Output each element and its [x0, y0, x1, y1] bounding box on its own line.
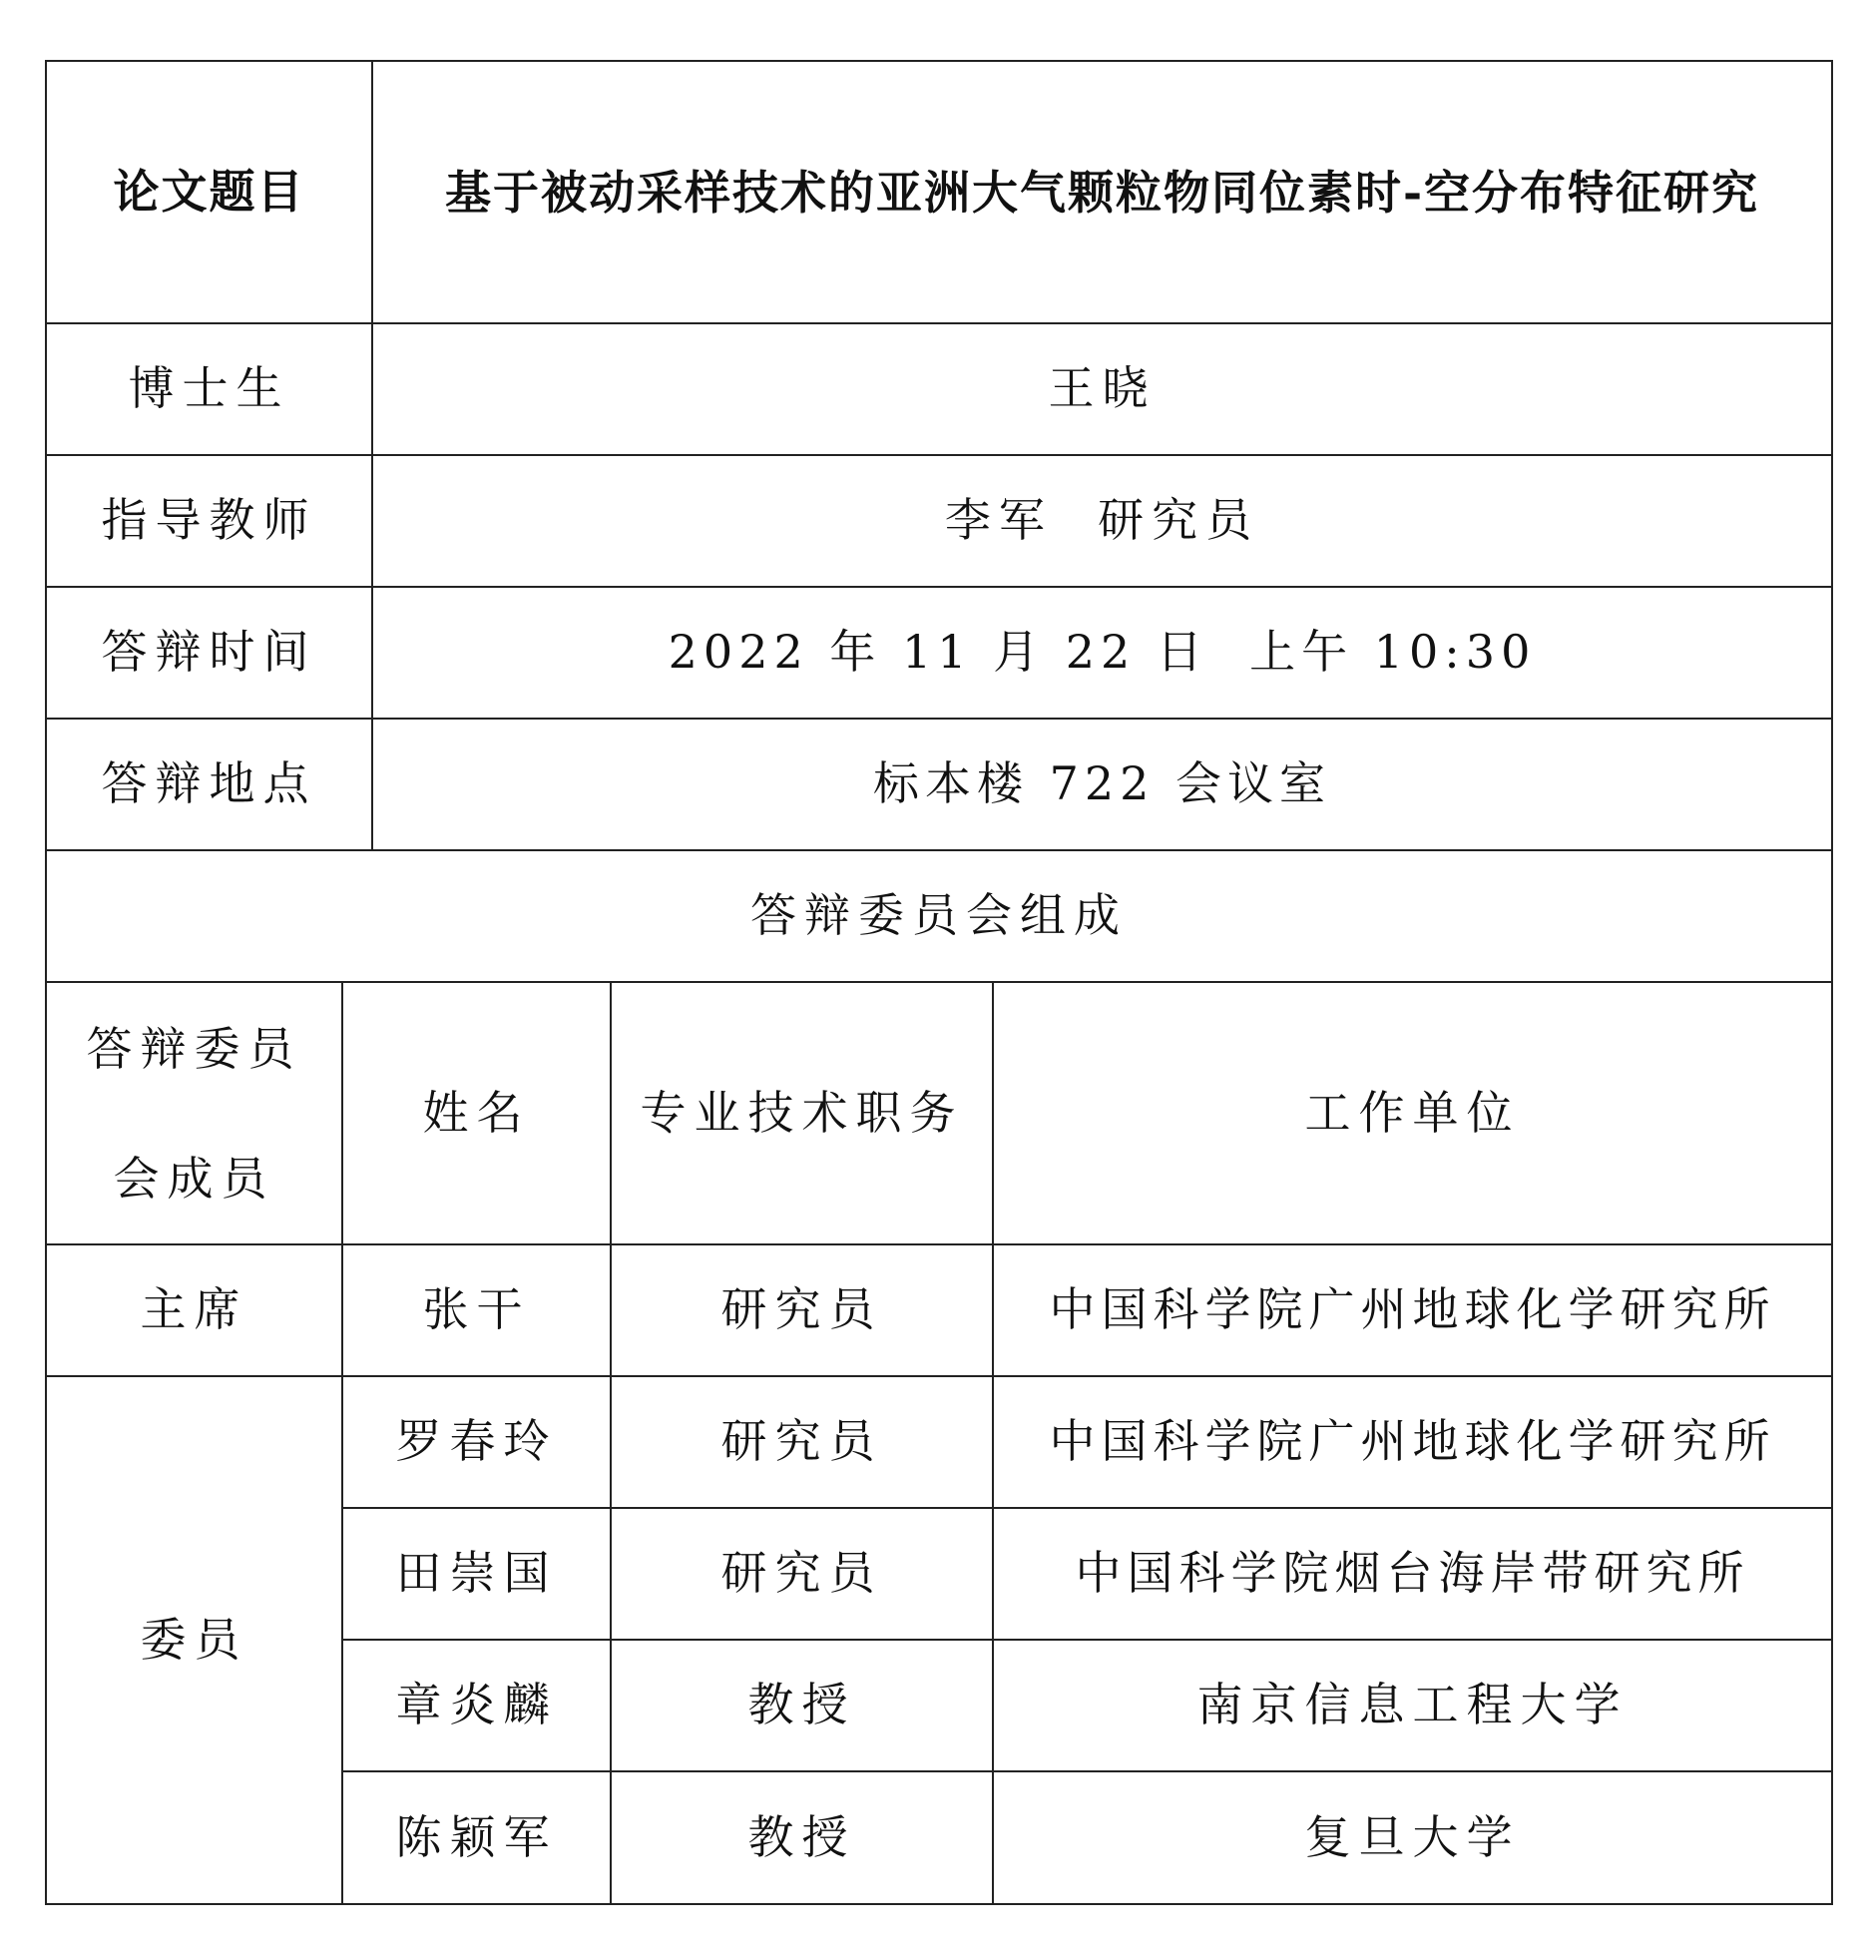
- chair-row: [46, 1244, 1832, 1376]
- role-header-line1: 答辩委员: [86, 1021, 302, 1076]
- place-row: [46, 719, 1832, 850]
- member-name: 田崇国: [342, 1508, 611, 1640]
- member-name: 罗春玲: [342, 1376, 611, 1508]
- student-label: 博士生: [46, 323, 372, 455]
- member-name: 陈颖军: [342, 1771, 611, 1904]
- place-label: 答辩地点: [46, 719, 372, 850]
- thesis-title: 基于被动采样技术的亚洲大气颗粒物同位素时-空分布特征研究: [372, 61, 1832, 323]
- defense-time: 2022 年 11 月 22 日 上午 10:30: [372, 587, 1832, 719]
- time-row: [46, 587, 1832, 719]
- chair-org: 中国科学院广州地球化学研究所: [993, 1244, 1832, 1376]
- advisor-name: 李军 研究员: [372, 455, 1832, 587]
- advisor-label: 指导教师: [46, 455, 372, 587]
- member-org: 南京信息工程大学: [993, 1640, 1832, 1771]
- defense-info-table: [45, 60, 1833, 1905]
- student-name: 王晓: [372, 323, 1832, 455]
- role-column-header: [46, 982, 342, 1244]
- defense-info-sheet: [45, 60, 1831, 1904]
- role-header-line2: 会成员: [113, 1151, 275, 1206]
- members-role: 委员: [46, 1376, 342, 1904]
- member-org: 中国科学院广州地球化学研究所: [993, 1376, 1832, 1508]
- defense-place: 标本楼 722 会议室: [372, 719, 1832, 850]
- title-column-header: 专业技术职务: [611, 982, 993, 1244]
- chair-title: 研究员: [611, 1244, 993, 1376]
- member-org: 中国科学院烟台海岸带研究所: [993, 1508, 1832, 1640]
- committee-title-row: [46, 850, 1832, 982]
- chair-role: 主席: [46, 1244, 342, 1376]
- member-row: [46, 1376, 1832, 1508]
- chair-name: 张干: [342, 1244, 611, 1376]
- committee-section-title: 答辩委员会组成: [46, 850, 1832, 982]
- org-column-header: 工作单位: [993, 982, 1832, 1244]
- member-title: 研究员: [611, 1508, 993, 1640]
- member-title: 研究员: [611, 1376, 993, 1508]
- time-label: 答辩时间: [46, 587, 372, 719]
- name-column-header: 姓名: [342, 982, 611, 1244]
- member-title: 教授: [611, 1771, 993, 1904]
- committee-header-row: [46, 982, 1832, 1244]
- title-row: [46, 61, 1832, 323]
- student-row: [46, 323, 1832, 455]
- title-label: 论文题目: [46, 61, 372, 323]
- advisor-row: [46, 455, 1832, 587]
- member-title: 教授: [611, 1640, 993, 1771]
- member-org: 复旦大学: [993, 1771, 1832, 1904]
- member-name: 章炎麟: [342, 1640, 611, 1771]
